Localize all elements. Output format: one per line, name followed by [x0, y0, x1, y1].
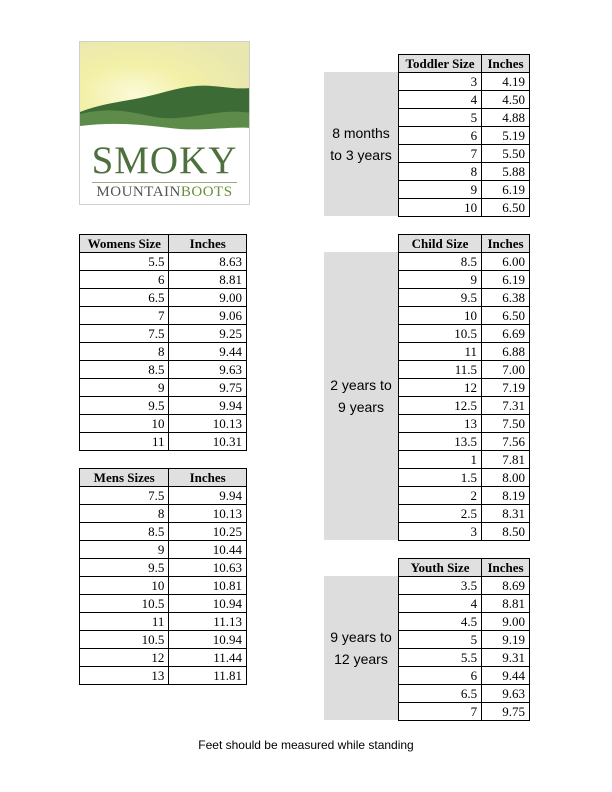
- size-cell: 5.5: [80, 253, 169, 271]
- mens-size-table: [79, 468, 247, 685]
- inches-cell: 6.88: [482, 343, 530, 361]
- inches-cell: 7.00: [482, 361, 530, 379]
- size-cell: 5: [399, 109, 482, 127]
- table-row: [80, 415, 247, 433]
- inches-cell: 7.31: [482, 397, 530, 415]
- table-row: [399, 145, 530, 163]
- inches-cell: 8.63: [169, 253, 247, 271]
- size-cell: 4: [399, 595, 482, 613]
- size-cell: 8: [80, 343, 169, 361]
- inches-cell: 6.50: [482, 199, 530, 217]
- child-range-line1: 2 years to: [330, 377, 392, 393]
- table-row: [80, 577, 247, 595]
- child-range-line2: 9 years: [338, 399, 384, 415]
- inches-cell: 8.81: [482, 595, 530, 613]
- toddler-age-range: [324, 72, 398, 216]
- inches-cell: 6.50: [482, 307, 530, 325]
- size-cell: 10.5: [80, 631, 169, 649]
- table-row: [80, 325, 247, 343]
- size-cell: 8.5: [80, 361, 169, 379]
- inches-cell: 8.69: [482, 577, 530, 595]
- inches-cell: 10.63: [169, 559, 247, 577]
- size-cell: 7: [399, 703, 482, 721]
- inches-cell: 9.06: [169, 307, 247, 325]
- size-cell: 6: [399, 127, 482, 145]
- inches-cell: 9.94: [169, 487, 247, 505]
- inches-cell: 4.19: [482, 73, 530, 91]
- table-row: [399, 649, 530, 667]
- inches-cell: 11.81: [169, 667, 247, 685]
- inches-cell: 10.31: [169, 433, 247, 451]
- logo-rule: [92, 182, 237, 183]
- size-cell: 9.5: [399, 289, 482, 307]
- table-row: [399, 451, 530, 469]
- inches-cell: 9.25: [169, 325, 247, 343]
- table-row: [399, 253, 530, 271]
- inches-cell: 9.63: [169, 361, 247, 379]
- size-cell: 10: [399, 199, 482, 217]
- size-cell: 11: [399, 343, 482, 361]
- youth-range-line1: 9 years to: [330, 629, 392, 645]
- size-cell: 4.5: [399, 613, 482, 631]
- table-row: [399, 379, 530, 397]
- table-row: [399, 325, 530, 343]
- inches-cell: 9.31: [482, 649, 530, 667]
- inches-cell: 9.63: [482, 685, 530, 703]
- size-cell: 6: [399, 667, 482, 685]
- logo-sub-word2: BOOTS: [180, 184, 233, 200]
- child-size-header: Child Size: [399, 235, 482, 253]
- size-cell: 8.5: [80, 523, 169, 541]
- size-cell: 2.5: [399, 505, 482, 523]
- inches-cell: 6.19: [482, 271, 530, 289]
- size-cell: 6.5: [80, 289, 169, 307]
- size-cell: 7.5: [80, 325, 169, 343]
- table-row: [399, 703, 530, 721]
- table-row: [80, 271, 247, 289]
- table-row: [399, 289, 530, 307]
- size-cell: 9: [399, 181, 482, 199]
- table-row: [399, 595, 530, 613]
- toddler-size-header: Toddler Size: [399, 55, 482, 73]
- child-age-range: [324, 252, 398, 540]
- table-row: [399, 109, 530, 127]
- table-row: [80, 307, 247, 325]
- inches-cell: 9.75: [482, 703, 530, 721]
- table-row: [80, 361, 247, 379]
- inches-cell: 10.25: [169, 523, 247, 541]
- toddler-size-table: [398, 54, 530, 217]
- table-row: [399, 307, 530, 325]
- inches-cell: 9.00: [482, 613, 530, 631]
- womens-size-table: [79, 234, 247, 451]
- table-row: [399, 415, 530, 433]
- inches-cell: 8.19: [482, 487, 530, 505]
- table-row: [399, 199, 530, 217]
- table-row: [80, 505, 247, 523]
- inches-cell: 7.81: [482, 451, 530, 469]
- size-cell: 11: [80, 433, 169, 451]
- logo-wordmark: SMOKY: [91, 139, 238, 182]
- womens-size-header: Womens Size: [80, 235, 169, 253]
- size-cell: 12: [399, 379, 482, 397]
- inches-cell: 11.13: [169, 613, 247, 631]
- youth-size-header: Youth Size: [399, 559, 482, 577]
- size-cell: 10: [80, 415, 169, 433]
- toddler-range-line1: 8 months: [332, 125, 390, 141]
- logo-subwordmark: [80, 185, 249, 200]
- logo-sub-word1: MOUNTAIN: [96, 184, 181, 200]
- child-inches-header: Inches: [482, 235, 530, 253]
- size-cell: 13: [80, 667, 169, 685]
- inches-cell: 8.31: [482, 505, 530, 523]
- size-cell: 7: [80, 307, 169, 325]
- size-cell: 6.5: [399, 685, 482, 703]
- inches-cell: 5.88: [482, 163, 530, 181]
- inches-cell: 7.50: [482, 415, 530, 433]
- size-cell: 10: [399, 307, 482, 325]
- child-size-table: [398, 234, 530, 541]
- inches-cell: 8.81: [169, 271, 247, 289]
- womens-inches-header: Inches: [169, 235, 247, 253]
- table-row: [399, 181, 530, 199]
- table-row: [399, 343, 530, 361]
- toddler-range-line2: to 3 years: [330, 147, 392, 163]
- table-row: [399, 163, 530, 181]
- size-cell: 7.5: [80, 487, 169, 505]
- table-row: [399, 73, 530, 91]
- size-cell: 9: [80, 541, 169, 559]
- inches-cell: 8.00: [482, 469, 530, 487]
- inches-cell: 4.50: [482, 91, 530, 109]
- size-cell: 8: [399, 163, 482, 181]
- inches-cell: 10.81: [169, 577, 247, 595]
- table-row: [80, 289, 247, 307]
- table-row: [399, 469, 530, 487]
- size-cell: 9: [399, 271, 482, 289]
- table-row: [399, 667, 530, 685]
- size-cell: 9: [80, 379, 169, 397]
- size-cell: 11.5: [399, 361, 482, 379]
- inches-cell: 7.19: [482, 379, 530, 397]
- size-cell: 8: [80, 505, 169, 523]
- table-row: [80, 595, 247, 613]
- size-cell: 7: [399, 145, 482, 163]
- inches-cell: 6.38: [482, 289, 530, 307]
- size-cell: 12: [80, 649, 169, 667]
- inches-cell: 6.69: [482, 325, 530, 343]
- table-row: [399, 613, 530, 631]
- youth-range-line2: 12 years: [334, 651, 388, 667]
- youth-size-table: [398, 558, 530, 721]
- size-cell: 10: [80, 577, 169, 595]
- table-row: [399, 433, 530, 451]
- size-cell: 13.5: [399, 433, 482, 451]
- inches-cell: 9.44: [482, 667, 530, 685]
- size-cell: 13: [399, 415, 482, 433]
- size-cell: 3: [399, 73, 482, 91]
- table-row: [80, 559, 247, 577]
- table-row: [399, 361, 530, 379]
- size-cell: 1: [399, 451, 482, 469]
- size-cell: 1.5: [399, 469, 482, 487]
- table-row: [80, 487, 247, 505]
- inches-cell: 9.00: [169, 289, 247, 307]
- table-row: [80, 667, 247, 685]
- table-row: [80, 343, 247, 361]
- youth-age-range: [324, 576, 398, 720]
- inches-cell: 10.94: [169, 631, 247, 649]
- table-row: [399, 523, 530, 541]
- table-row: [80, 379, 247, 397]
- inches-cell: 5.50: [482, 145, 530, 163]
- size-cell: 4: [399, 91, 482, 109]
- size-cell: 3: [399, 523, 482, 541]
- inches-cell: 6.19: [482, 181, 530, 199]
- size-cell: 10.5: [399, 325, 482, 343]
- inches-cell: 10.13: [169, 415, 247, 433]
- size-cell: 3.5: [399, 577, 482, 595]
- size-cell: 9.5: [80, 397, 169, 415]
- inches-cell: 4.88: [482, 109, 530, 127]
- youth-inches-header: Inches: [482, 559, 530, 577]
- size-cell: 11: [80, 613, 169, 631]
- inches-cell: 9.94: [169, 397, 247, 415]
- inches-cell: 11.44: [169, 649, 247, 667]
- size-cell: 5.5: [399, 649, 482, 667]
- table-row: [80, 649, 247, 667]
- inches-cell: 10.94: [169, 595, 247, 613]
- table-row: [399, 91, 530, 109]
- table-row: [80, 523, 247, 541]
- table-row: [399, 505, 530, 523]
- size-cell: 6: [80, 271, 169, 289]
- size-cell: 8.5: [399, 253, 482, 271]
- size-cell: 12.5: [399, 397, 482, 415]
- table-row: [80, 397, 247, 415]
- table-row: [399, 271, 530, 289]
- size-cell: 5: [399, 631, 482, 649]
- brand-logo: [79, 41, 250, 205]
- mens-inches-header: Inches: [169, 469, 247, 487]
- inches-cell: 9.19: [482, 631, 530, 649]
- size-cell: 9.5: [80, 559, 169, 577]
- inches-cell: 10.13: [169, 505, 247, 523]
- table-row: [399, 577, 530, 595]
- inches-cell: 8.50: [482, 523, 530, 541]
- table-row: [399, 685, 530, 703]
- table-row: [80, 631, 247, 649]
- inches-cell: 7.56: [482, 433, 530, 451]
- inches-cell: 5.19: [482, 127, 530, 145]
- table-row: [399, 631, 530, 649]
- table-row: [80, 613, 247, 631]
- inches-cell: 10.44: [169, 541, 247, 559]
- mens-size-header: Mens Sizes: [80, 469, 169, 487]
- toddler-inches-header: Inches: [482, 55, 530, 73]
- table-row: [399, 487, 530, 505]
- table-row: [399, 397, 530, 415]
- size-cell: 10.5: [80, 595, 169, 613]
- table-row: [399, 127, 530, 145]
- size-cell: 2: [399, 487, 482, 505]
- inches-cell: 9.75: [169, 379, 247, 397]
- table-row: [80, 541, 247, 559]
- measurement-note: Feet should be measured while standing: [198, 738, 414, 752]
- inches-cell: 9.44: [169, 343, 247, 361]
- inches-cell: 6.00: [482, 253, 530, 271]
- table-row: [80, 433, 247, 451]
- table-row: [80, 253, 247, 271]
